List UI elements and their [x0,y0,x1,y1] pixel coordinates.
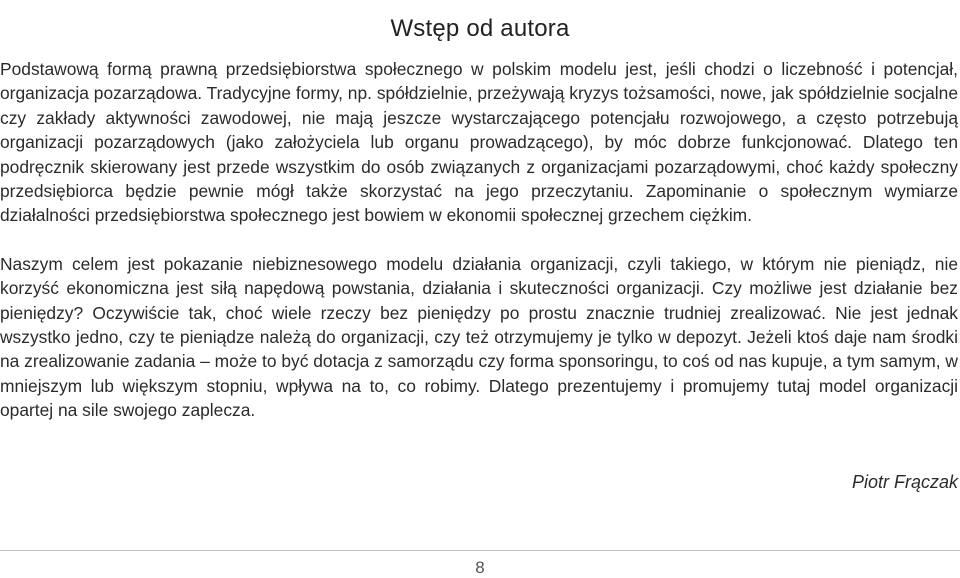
page-number: 8 [475,558,485,577]
author-signature: Piotr Frączak [851,472,958,492]
document-body [0,57,958,423]
footer-divider [0,550,960,551]
paragraph-2: Naszym celem jest pokazanie niebiznesowego modelu działania organizacji, czyli takiego, w którym nie pieniądz, nie korzyść ekonomiczna jest siłą napędową powstania, działania i skuteczności organizacji. Czy możliwe jest działanie bez pieniędzy? Oczywiście tak, choć wiele rzeczy bez pieniędzy po prostu znacznie trudniej zrealizować. Nie jest jednak wszystko jedno, czy te pieniądze należą do organizacji, czy też otrzymujemy je tylko w depozyt. Jeżeli ktoś daje nam środki na zrealizowanie zadania – może to być dotacja z samorządu czy forma sponsoringu, to coś od nas kupuje, a tym samym, w mniejszym lub większym stopniu, wpływa na to, co robimy. Dlatego prezentujemy i promujemy tutaj model organizacji opartej na sile swojego zaplecza. [0,253,958,421]
page-title: Wstęp od autora [390,15,570,43]
paragraph-1: Podstawową formą prawną przedsiębiorstwa społecznego w polskim modelu jest, jeśli chodzi o liczebność i potencjał, organizacja pozarządowa. Tradycyjne formy, np. spółdzielnie, przeżywają kryzys tożsamości, nowe, jak spółdzielnie socjalne czy zakłady aktywności zawodowej, nie mają jeszcze wystarczającego potencjału rozwojowego, a często potrzebują organizacji pozarządowych (jako założyciela lub organu prowadzącego), by móc dobrze funkcjonować. Dlatego ten podręcznik skierowany jest przede wszystkim do osób związanych z organizacjami pozarządowymi, choć każdy społeczny przedsiębiorca będzie pewnie mógł także skorzystać na jego przeczytaniu. Zapominanie o społecznym wymiarze działalności przedsiębiorstwa społecznego jest bowiem w ekonomii społecznej grzechem ciężkim. [0,59,958,226]
